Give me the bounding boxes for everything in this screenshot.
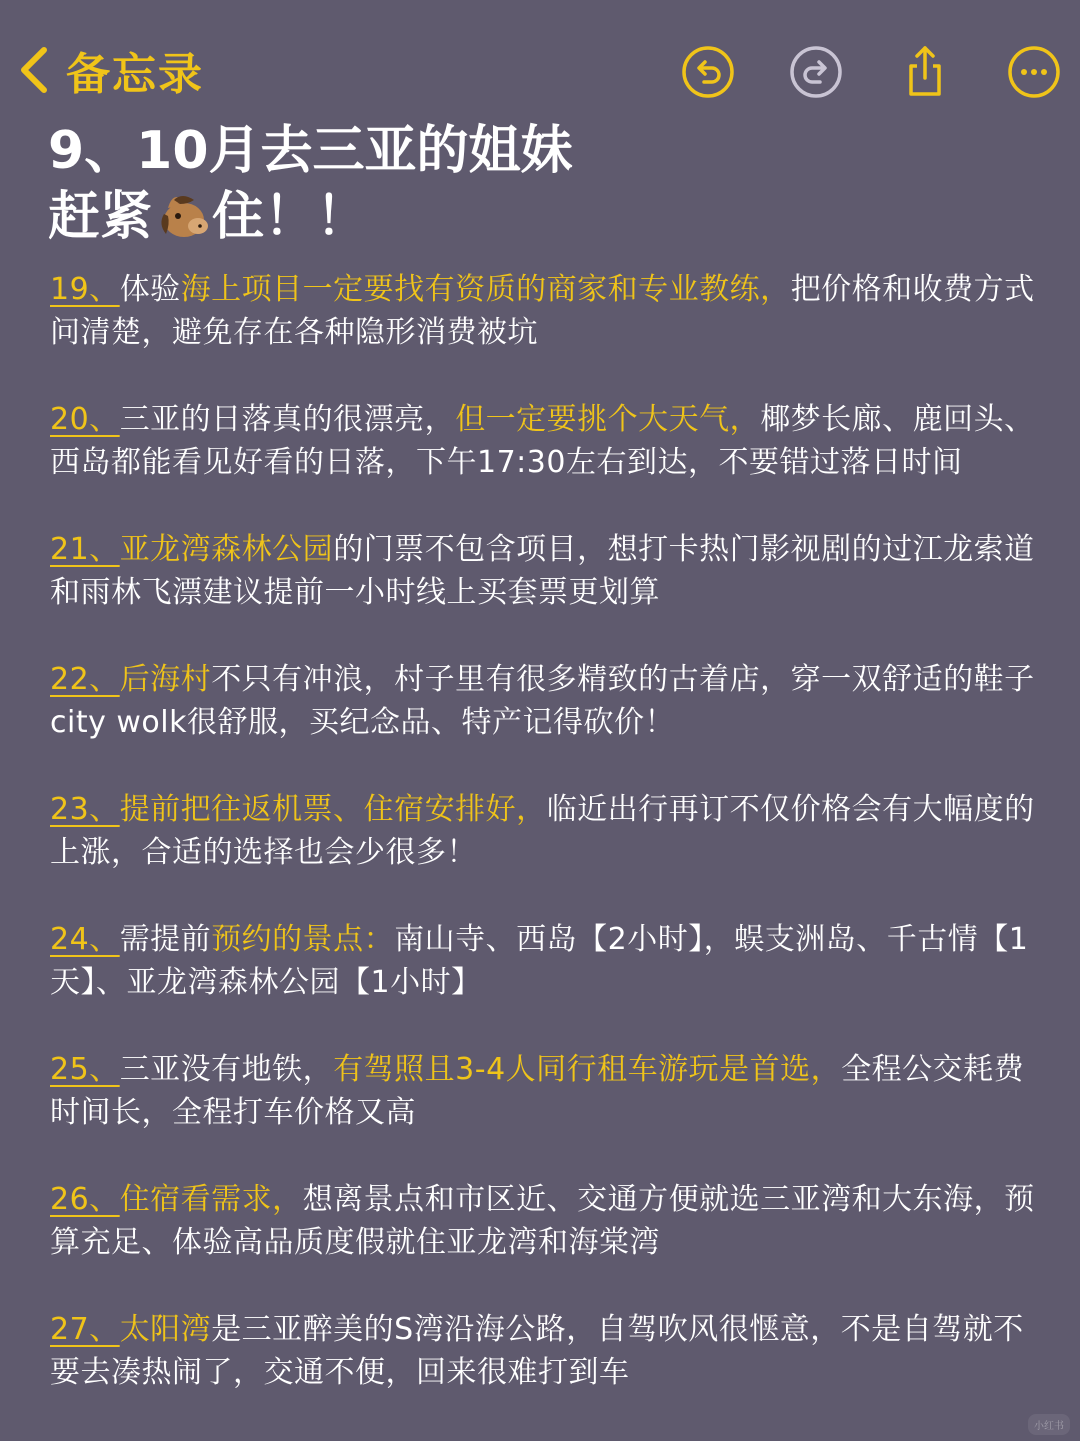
share-button[interactable] [897,44,953,100]
item-number: 19、 [50,272,120,307]
note-paragraph [50,528,1040,614]
highlighted-text: 亚龙湾森林公园 [119,532,334,567]
share-icon [897,44,953,100]
note-title[interactable] [48,118,1028,250]
horse-icon [154,190,210,240]
highlighted-text: 海上项目一定要找有资质的商家和专业教练， [180,272,791,307]
body-text: 是三亚醉美的S湾沿海公路，自驾吹风很惬意，不是自驾就不要去凑热闹了，交通不便，回来很难打到车 [50,1312,1024,1390]
item-number: 27、 [50,1312,120,1347]
title-line-2 [48,184,1028,250]
note-paragraph [50,1308,1040,1394]
body-text: 三亚没有地铁， [119,1052,334,1087]
highlighted-text: 住宿看需求， [119,1182,303,1217]
chevron-left-icon [16,44,52,96]
item-number: 21、 [50,532,120,567]
item-number: 22、 [50,662,120,697]
note-paragraph [50,1048,1040,1134]
body-text: 想离景点和市区近、交通方便就选三亚湾和大东海，预算充足、体验高品质度假就住亚龙湾和海棠湾 [50,1182,1035,1260]
highlighted-text: 有驾照且3-4人同行租车游玩是首选， [333,1052,842,1087]
title-line-2-after: 住！！ [212,187,369,247]
note-paragraph [50,788,1040,874]
undo-icon [680,44,736,100]
item-number: 25、 [50,1052,120,1087]
highlighted-text: 后海村 [119,662,212,697]
body-text: 的门票不包含项目，想打卡热门影视剧的过江龙索道和雨林飞漂建议提前一小时线上买套票更划算 [50,532,1035,610]
body-text: 全程公交耗费时间长，全程打车价格又高 [50,1052,1025,1130]
title-line-1: 9、10月去三亚的姐妹 [48,121,573,181]
undo-button[interactable] [680,44,736,100]
body-text: 椰梦长廊、鹿回头、西岛都能看见好看的日落，下午17:30左右到达，不要错过落日时间 [50,402,1035,480]
title-line-2-before: 赶紧 [48,187,153,247]
item-number: 20、 [50,402,120,437]
more-button[interactable] [1006,44,1062,100]
body-text: 把价格和收费方式问清楚，避免存在各种隐形消费被坑 [50,272,1035,350]
item-number: 24、 [50,922,120,957]
note-body[interactable] [50,268,1040,1438]
note-paragraph [50,1178,1040,1264]
note-paragraph [50,398,1040,484]
navigation-bar [0,0,1080,130]
redo-button[interactable] [788,44,844,100]
watermark: 小红书 [1028,1414,1070,1435]
note-paragraph [50,918,1040,1004]
body-text: 不只有冲浪，村子里有很多精致的古着店，穿一双舒适的鞋子city wolk很舒服，买纪念品、特产记得砍价！ [50,662,1035,740]
item-number: 26、 [50,1182,120,1217]
highlighted-text: 太阳湾 [119,1312,212,1347]
body-text: 体验 [119,272,181,307]
more-icon [1006,44,1062,100]
note-paragraph [50,268,1040,354]
body-text: 三亚的日落真的很漂亮， [119,402,456,437]
body-text: 南山寺、西岛【2小时】，蜈支洲岛、千古情【1天】、亚龙湾森林公园【1小时】 [50,922,1029,1000]
back-label: 备忘录 [66,49,204,100]
note-paragraph [50,658,1040,744]
highlighted-text: 预约的景点： [211,922,395,957]
highlighted-text: 提前把往返机票、住宿安排好， [119,792,547,827]
body-text: 需提前 [119,922,212,957]
item-number: 23、 [50,792,120,827]
back-button[interactable] [16,40,204,100]
redo-icon [788,44,844,100]
body-text: 临近出行再订不仅价格会有大幅度的上涨，合适的选择也会少很多！ [50,792,1035,870]
highlighted-text: 但一定要挑个大天气， [455,402,761,437]
